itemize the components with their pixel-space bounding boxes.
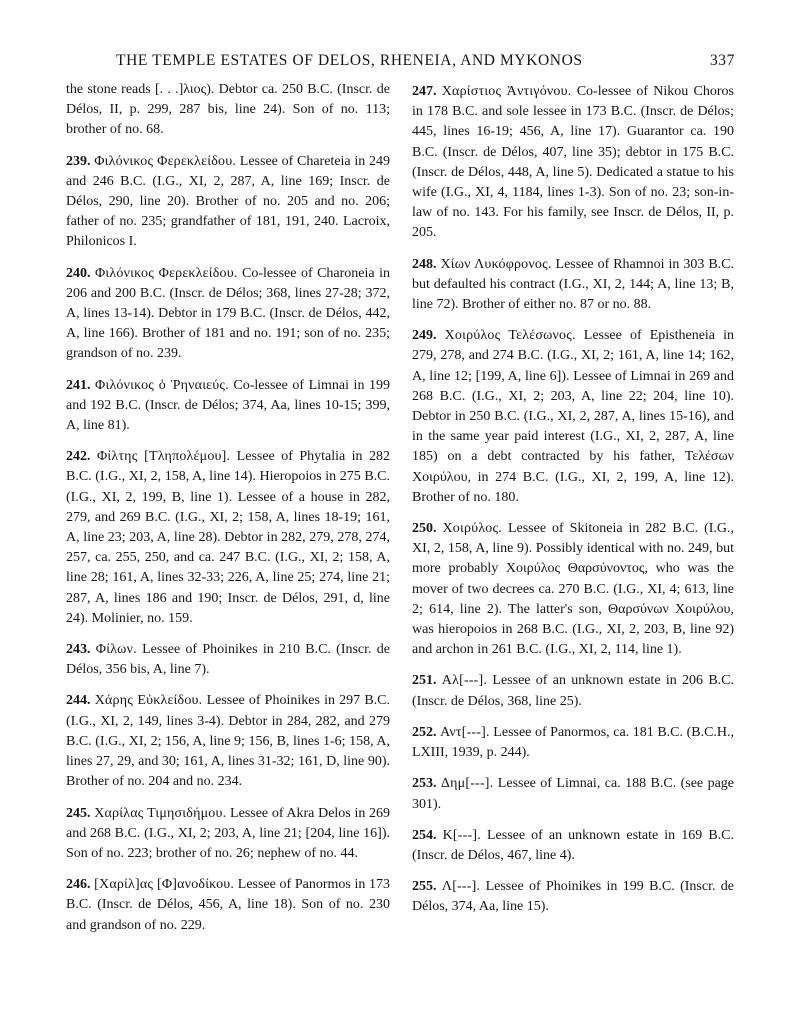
entry-name: Χοιρύλος. <box>442 521 502 537</box>
entry-243 <box>66 640 390 680</box>
entry-number: 251. <box>412 673 437 689</box>
entry-249 <box>412 326 734 508</box>
running-head <box>116 52 735 72</box>
entry-text: Co-lessee of Limnai in 199 and 192 B.C. (Inscr. de Délos; 374, Aa, lines 10-15; 399, A, line 81). <box>66 377 390 434</box>
entry-name: Χαρίλας Τιμησιδήμου. <box>94 805 227 821</box>
entry-text: Lessee of an unknown estate in 206 B.C. (Inscr. de Délos, 368, line 25). <box>412 673 734 709</box>
entry-255 <box>412 877 734 917</box>
entry-number: 245. <box>66 805 91 821</box>
entry-text: Lessee of Chareteia in 249 and 246 B.C. (I.G., XI, 2, 287, A, line 169; Inscr. de Délos, 290, line 20). Brother of no. 205 and no. 206; father of no. 235; grandfather of 181, 191, 240. Lacroix, Philonicos I. <box>66 153 390 250</box>
entry-text: Lessee of Panormos in 173 B.C. (Inscr. de Délos, 456, A, line 18). Son of no. 230 and grandson of no. 229. <box>66 877 390 933</box>
entry-text: Lessee of an unknown estate in 169 B.C. (Inscr. de Délos, 467, line 4). <box>412 827 735 863</box>
entry-name: Χαρίστιος Ἀντιγόνου. <box>441 84 572 99</box>
entry-242 <box>66 447 390 629</box>
entry-text: Lessee of Phoinikes in 297 B.C. (I.G., XI, 2, 149, lines 3-4). Debtor in 284, 282, and 279 B.C. (I.G., XI, 2; 156, A, line 9; 156, B, lines 1-6; 158, A, lines 27, 29, and 30; 161, A, lines 31-32; 161, D, line 90). Brother of no. 204 and no. 234. <box>66 693 391 790</box>
entry-name: Λ[---]. <box>441 879 481 895</box>
entry-name: Κ[---]. <box>442 827 481 843</box>
entry-number: 240. <box>66 265 91 281</box>
entry-number: 239. <box>66 153 91 169</box>
entry-253 <box>412 774 734 814</box>
entry-name: Χάρης Εὐκλείδου. <box>94 693 203 709</box>
entry-252 <box>412 723 734 763</box>
entry-text: the stone reads [. . .]λιος). Debtor ca. 250 B.C. (Inscr. de Délos, II, p. 299, 287 bis, line 24). Son of no. 113; brother of no. 68. <box>66 82 390 138</box>
entry-name: Φίλτης [Τληπολέμου]. <box>96 449 231 465</box>
entry-name: Χίων Λυκόφρονος. <box>440 256 552 272</box>
entry-name: Χοιρύλος Τελέσωνος. <box>444 328 576 344</box>
entry-name: Φιλόνικος ὁ Ῥηναιεύς. <box>95 377 229 393</box>
entry-number: 244. <box>66 693 91 709</box>
entry-text: Lessee of Rhamnoi in 303 B.C. but defaulted his contract (I.G., XI, 2, 144; A, line 13; B, line 72). Brother of either no. 87 or no. 88. <box>412 256 735 313</box>
entry-number: 241. <box>66 377 91 393</box>
entry-number: 243. <box>66 642 91 658</box>
entry-244 <box>66 691 390 792</box>
entry-text: Lessee of Skitoneia in 282 B.C. (I.G., XI, 2, 158, A, line 9). Possibly identical with no. 249, but more probably Χοιρύλος Θαρσύνοντος, who was the mover of two decrees ca. 270 B.C. (I.G., XI, 4; 613, line 2; 614, line 2). The latter's son, Θαρσύνων Χοιρύλου, was hieropoios in 268 B.C. (I.G., XI, 2, 203, B, line 92) and archon in 261 B.C. (I.G., XI, 2, 114, line 1). <box>412 521 735 658</box>
entry-number: 249. <box>412 328 437 344</box>
entry-name: Φιλόνικος Φερεκλείδου. <box>94 153 237 169</box>
entry-number: 252. <box>412 724 437 740</box>
entry-248 <box>412 255 734 316</box>
entry-number: 255. <box>412 879 437 895</box>
entry-text: Lessee of Akra Delos in 269 and 268 B.C. (I.G., XI, 2; 203, A, line 21; [204, line 16]). Son of no. 223; brother of no. 26; nephew of no. 44. <box>66 805 391 861</box>
entry-247 <box>412 82 734 244</box>
entry-239 <box>66 152 390 253</box>
entry-text: Co-lessee of Nikou Choros in 178 B.C. and sole lessee in 173 B.C. (Inscr. de Délos; 445, lines 16-19; 456, A, line 17). Guarantor ca. 190 B.C. (Inscr. de Délos, 407, line 35); debtor in 175 B.C. (Inscr. de Délos, 448, A, line 5). Dedicated a statue to his wife (I.G., XI, 4, 1184, lines 1-3). Son of no. 23; son-in-law of no. 143. For his family, see Inscr. de Délos, II, p. 205. <box>412 84 734 241</box>
entry-254 <box>412 826 734 866</box>
entry-name: Φίλων. <box>95 642 137 658</box>
entry-number: 248. <box>412 256 437 272</box>
right-column <box>412 82 734 929</box>
entry-name: [Χαρίλ]ας [Φ]ανοδίκου. <box>94 877 235 893</box>
entry-number: 242. <box>66 449 91 465</box>
entry-name: Δημ[---]. <box>440 776 494 792</box>
entry-245 <box>66 804 390 865</box>
entry-number: 246. <box>66 877 91 893</box>
page-number: 337 <box>709 52 735 69</box>
entry-text: Lessee of Limnai, ca. 188 B.C. (see page 301). <box>412 776 734 812</box>
entry-continuation <box>66 80 390 141</box>
entry-251 <box>412 671 734 711</box>
entry-name: Φιλόνικος Φερεκλείδου. <box>94 265 238 281</box>
entry-number: 254. <box>412 827 437 843</box>
entry-name: Αλ[---]. <box>441 673 488 689</box>
entry-246 <box>66 875 390 936</box>
entry-240 <box>66 264 390 365</box>
entry-number: 247. <box>412 84 437 99</box>
entry-text: Lessee of Epistheneia in 279, 278, and 274 B.C. (I.G., XI, 2; 161, A, line 14; 162, A, line 12; [199, A, line 6]). Lessee of Limnai in 269 and 268 B.C. (I.G., XI, 2; 203, A, line 22; 204, line 10). Debtor in 250 B.C. (I.G., XI, 2, 287, A, lines 15-16), and in the same year paid interest (I.G., XI, 2, 287, A, line 185) on a debt contracted by his father, Τελέσων Χοιρύλου, in 274 B.C. (I.G., XI, 2, 199, A, line 12). Brother of no. 180. <box>412 328 735 505</box>
entry-text: Lessee of Phytalia in 282 B.C. (I.G., XI, 2, 158, A, line 14). Hieropoios in 275 B.C. (I.G., XI, 2, 199, B, line 1). Lessee of a house in 282, 279, and 269 B.C. (I.G., XI, 2; 158, A, lines 18-19; 161, A, line 23; 203, A, line 28). Debtor in 282, 279, 278, 274, 257, ca. 255, 250, and ca. 247 B.C. (I.G., XI, 2; 158, A, line 28; 161, A, lines 32-33; 226, A, line 25; 274, line 21; 287, A, lines 186 and 190; Inscr. de Délos, 291, d, line 24). Molinier, no. 159. <box>66 449 390 626</box>
left-column <box>66 80 390 947</box>
page-title: THE TEMPLE ESTATES OF DELOS, RHENEIA, AND MYKONOS <box>116 52 583 69</box>
entry-number: 250. <box>412 521 437 537</box>
entry-name: Αντ[---]. <box>440 724 490 740</box>
entry-text: Co-lessee of Charoneia in 206 and 200 B.C. (Inscr. de Délos; 368, lines 27-28; 372, A, lines 13-14). Debtor in 179 B.C. (Inscr. de Délos, 442, A, line 166). Brother of 181 and no. 191; son of no. 235; grandson of no. 239. <box>66 265 390 362</box>
entry-text: Lessee of Phoinikes in 199 B.C. (Inscr. de Délos, 374, Aa, line 15). <box>412 879 735 915</box>
entry-number: 253. <box>412 776 437 792</box>
entry-241 <box>66 376 390 437</box>
entry-250 <box>412 519 734 660</box>
entry-text: Lessee of Phoinikes in 210 B.C. (Inscr. de Délos, 356 bis, A, line 7). <box>66 642 391 678</box>
entry-text: Lessee of Panormos, ca. 181 B.C. (B.C.H., LXIII, 1939, p. 244). <box>412 724 735 761</box>
